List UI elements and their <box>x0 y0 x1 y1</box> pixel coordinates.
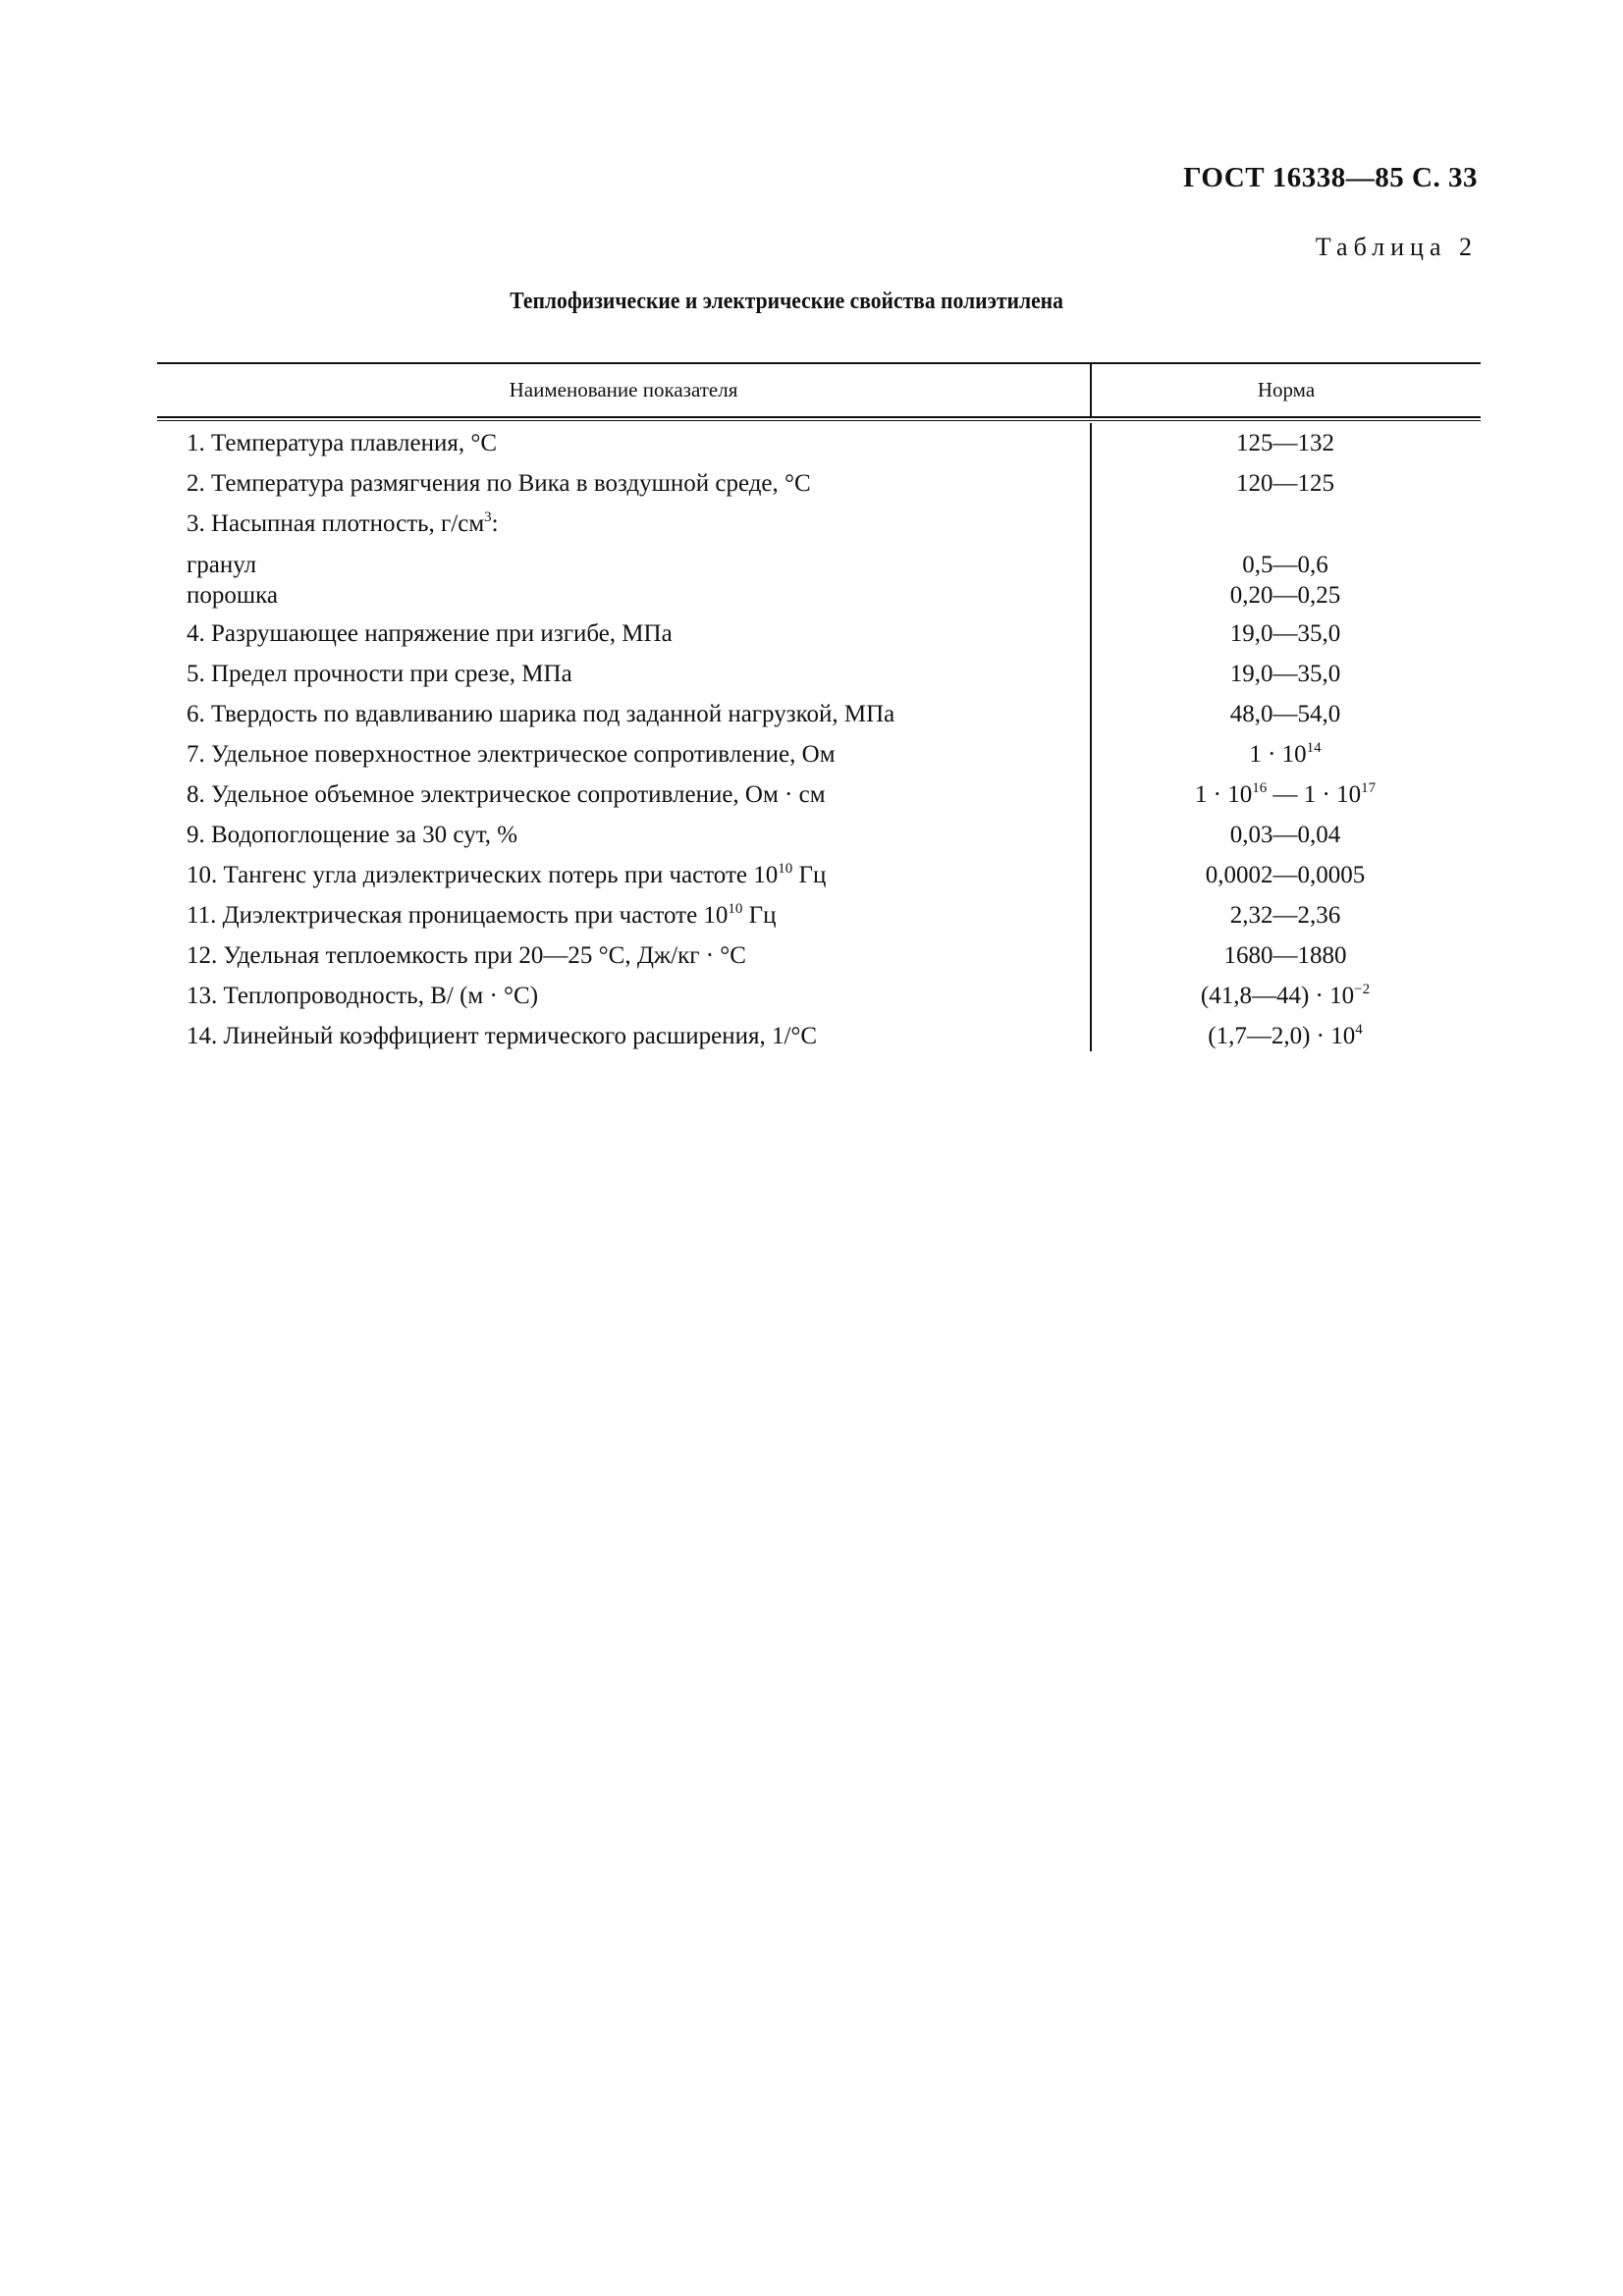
cell-norm <box>1090 504 1481 544</box>
cell-name-text: 1. Температура плавления, °С <box>187 430 498 456</box>
properties-table <box>157 362 1481 1056</box>
table-body <box>157 423 1481 1056</box>
cell-name <box>157 935 1090 976</box>
cell-norm-text: 120—125 <box>1236 470 1334 497</box>
cell-norm-superscript: 16 <box>1252 780 1268 796</box>
cell-name-text: гранул <box>187 552 257 578</box>
cell-name-text: 2. Температура размягчения по Вика в воздушной среде, °С <box>187 470 811 497</box>
cell-norm-text: 125—132 <box>1236 430 1334 456</box>
cell-name <box>157 774 1090 815</box>
column-header-name: Наименование показателя <box>157 364 1092 416</box>
cell-name-text: 7. Удельное поверхностное электрическое сопротивление, Ом <box>187 741 836 768</box>
cell-name <box>157 504 1090 544</box>
cell-name <box>157 614 1090 654</box>
cell-norm-superscript: 17 <box>1361 780 1377 796</box>
cell-norm <box>1090 463 1481 504</box>
cell-name <box>157 654 1090 694</box>
table-row <box>157 614 1481 654</box>
cell-norm-mid: — 1 · 10 <box>1267 781 1362 808</box>
cell-norm <box>1090 895 1481 935</box>
cell-norm <box>1090 423 1481 463</box>
table-row <box>157 895 1481 935</box>
cell-name <box>157 855 1090 895</box>
cell-name <box>157 895 1090 935</box>
cell-name-text: порошка <box>187 582 278 609</box>
table-row <box>157 580 1481 608</box>
cell-norm-text: 0,0002—0,0005 <box>1205 862 1366 888</box>
table-row <box>157 550 1481 580</box>
cell-norm-text: 19,0—35,0 <box>1229 620 1341 647</box>
table-row <box>157 855 1481 895</box>
cell-norm <box>1090 580 1481 608</box>
cell-name-text: 8. Удельное объемное электрическое сопротивление, Ом · см <box>187 781 826 808</box>
cell-norm-text: (1,7—2,0) · 10 <box>1208 1023 1356 1049</box>
cell-norm-text: (41,8—44) · 10 <box>1200 983 1355 1009</box>
cell-name-superscript: 10 <box>778 861 793 877</box>
column-header-norm: Норма <box>1257 378 1316 401</box>
cell-name <box>157 734 1090 774</box>
document-header: ГОСТ 16338—85 С. 33 <box>1183 162 1478 193</box>
cell-name-superscript: 10 <box>728 901 743 917</box>
table-row <box>157 774 1481 815</box>
cell-name <box>157 1016 1090 1056</box>
cell-norm-text: 0,03—0,04 <box>1229 822 1341 848</box>
table-row <box>157 1016 1481 1056</box>
cell-norm-superscript: 4 <box>1355 1022 1363 1038</box>
cell-norm <box>1090 614 1481 654</box>
cell-norm-text: 48,0—54,0 <box>1229 701 1341 727</box>
cell-norm <box>1090 935 1481 976</box>
cell-norm-text: 1 · 10 <box>1249 741 1307 768</box>
cell-name-suffix: : <box>491 510 499 537</box>
table-row <box>157 694 1481 734</box>
table-header-row <box>157 364 1481 416</box>
cell-name <box>157 463 1090 504</box>
table-rows <box>157 423 1481 1056</box>
cell-norm-superscript: −2 <box>1354 982 1371 997</box>
cell-name-superscript: 3 <box>484 509 492 525</box>
cell-name <box>157 550 1090 580</box>
cell-norm <box>1090 694 1481 734</box>
cell-norm <box>1090 550 1481 580</box>
cell-norm-superscript: 14 <box>1306 740 1322 756</box>
cell-name-text: 4. Разрушающее напряжение при изгибе, МПа <box>187 620 673 647</box>
table-title <box>0 289 1623 315</box>
header-double-rule <box>157 416 1481 421</box>
table-row <box>157 935 1481 976</box>
cell-name-text: 11. Диэлектрическая проницаемость при частоте 10 <box>187 902 729 929</box>
table-row <box>157 504 1481 544</box>
table-row <box>157 734 1481 774</box>
cell-name-text: 3. Насыпная плотность, г/см <box>187 510 485 537</box>
cell-norm <box>1090 855 1481 895</box>
cell-name <box>157 580 1090 608</box>
cell-norm-text: 1680—1880 <box>1223 942 1347 969</box>
cell-name-text: 14. Линейный коэффициент термического расширения, 1/°С <box>187 1023 818 1049</box>
table-title-text: Теплофизические и электрические свойства полиэтилена <box>510 289 1064 314</box>
cell-norm-text: 1 · 10 <box>1194 781 1253 808</box>
column-divider <box>1090 423 1092 1051</box>
cell-name-text: 13. Теплопроводность, В/ (м · °С) <box>187 983 539 1009</box>
cell-name-suffix: Гц <box>792 862 827 888</box>
cell-name-text: 10. Тангенс угла диэлектрических потерь при частоте 10 <box>187 862 779 888</box>
cell-norm <box>1090 976 1481 1016</box>
cell-norm <box>1090 815 1481 855</box>
cell-name <box>157 976 1090 1016</box>
cell-norm <box>1090 734 1481 774</box>
table-row <box>157 976 1481 1016</box>
table-row <box>157 423 1481 463</box>
cell-name-suffix: Гц <box>742 902 777 929</box>
table-row <box>157 654 1481 694</box>
cell-norm-text: 0,20—0,25 <box>1229 582 1341 609</box>
cell-name-text: 5. Предел прочности при срезе, МПа <box>187 661 572 687</box>
cell-norm-text: 0,5—0,6 <box>1242 552 1328 578</box>
cell-norm <box>1090 1016 1481 1056</box>
table-row <box>157 463 1481 504</box>
table-label: Таблица 2 <box>1315 233 1478 261</box>
cell-name <box>157 694 1090 734</box>
cell-name <box>157 815 1090 855</box>
cell-norm <box>1090 774 1481 815</box>
cell-norm-text: 2,32—2,36 <box>1229 902 1341 929</box>
table-row <box>157 815 1481 855</box>
cell-norm-text: 19,0—35,0 <box>1229 661 1341 687</box>
cell-norm <box>1090 654 1481 694</box>
cell-name <box>157 423 1090 463</box>
cell-name-text: 9. Водопоглощение за 30 сут, % <box>187 822 518 848</box>
cell-name-text: 6. Твердость по вдавливанию шарика под заданной нагрузкой, МПа <box>187 701 895 727</box>
cell-name-text: 12. Удельная теплоемкость при 20—25 °С, Дж/кг · °С <box>187 942 746 969</box>
